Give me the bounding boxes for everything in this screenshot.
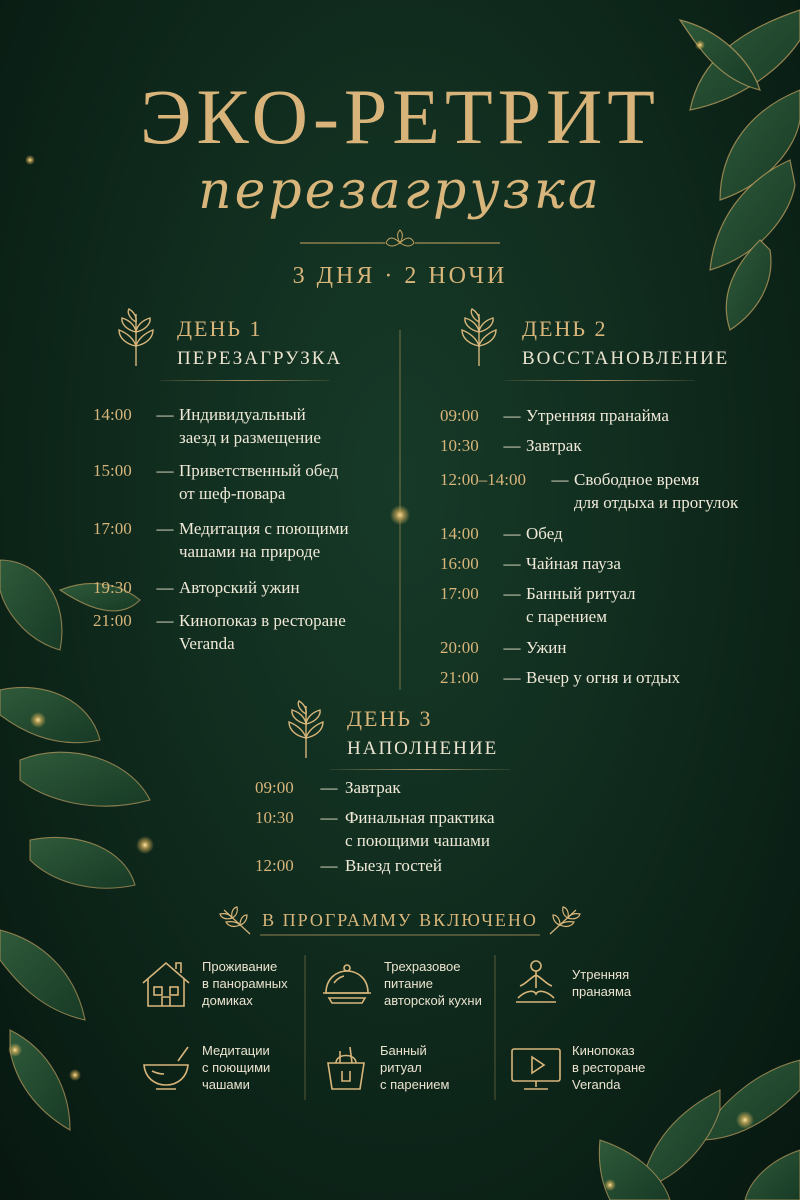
- schedule-time: 14:00: [93, 405, 132, 424]
- day1-header: [177, 316, 342, 370]
- duration-label: 3 ДНЯ · 2 НОЧИ: [292, 263, 508, 289]
- schedule-item: [440, 404, 780, 434]
- day3-schedule: [255, 776, 575, 884]
- schedule-item: [440, 468, 780, 522]
- schedule-dash: —: [156, 578, 174, 597]
- schedule-time: 14:00: [440, 524, 479, 543]
- tv-play-icon: [510, 1043, 562, 1093]
- schedule-activity: Приветственный обед от шеф-повара: [179, 461, 339, 503]
- schedule-item: [93, 609, 393, 659]
- poster-subtitle: перезагрузка: [198, 161, 602, 221]
- day1-rule: [160, 380, 330, 381]
- schedule-activity: Ужин: [526, 638, 567, 657]
- schedule-time: 19:30: [93, 578, 132, 597]
- included-label: Утренняя пранаяма: [572, 967, 632, 999]
- schedule-activity: Авторский ужин: [179, 578, 300, 597]
- schedule-item: [440, 552, 780, 582]
- schedule-time: 09:00: [440, 406, 479, 425]
- day2-title: ДЕНЬ 2: [522, 316, 608, 341]
- day3-rule: [330, 769, 510, 770]
- schedule-time: 09:00: [255, 778, 294, 797]
- schedule-time: 12:00–14:00: [440, 470, 526, 489]
- schedule-item: [93, 517, 393, 576]
- schedule-time: 21:00: [93, 611, 132, 630]
- schedule-activity: Завтрак: [526, 436, 582, 455]
- singing-bowl-icon: [140, 1043, 192, 1093]
- schedule-item: [440, 582, 780, 636]
- schedule-item: [255, 806, 575, 854]
- included-label: Трехразовое питание авторской кухни: [384, 959, 482, 1008]
- schedule-dash: —: [503, 584, 521, 603]
- schedule-dash: —: [156, 611, 174, 630]
- included-label: Банный ритуал с парением: [380, 1043, 450, 1092]
- schedule-activity: Свободное время для отдыха и прогулок: [574, 470, 739, 512]
- schedule-time: 17:00: [440, 584, 479, 603]
- schedule-dash: —: [503, 436, 521, 455]
- schedule-activity: Выезд гостей: [345, 856, 442, 875]
- schedule-time: 12:00: [255, 856, 294, 875]
- schedule-dash: —: [503, 406, 521, 425]
- included-item: [510, 958, 631, 1008]
- included-title: В ПРОГРАММУ ВКЛЮЧЕНО: [262, 910, 538, 930]
- schedule-dash: —: [320, 808, 338, 827]
- schedule-dash: —: [503, 668, 521, 687]
- schedule-activity: Кинопоказ в ресторане Veranda: [179, 611, 346, 653]
- included-label: Кинопоказ в ресторане Veranda: [572, 1043, 646, 1092]
- schedule-dash: —: [551, 470, 569, 489]
- included-item: [322, 1042, 449, 1093]
- day1-schedule: [93, 403, 393, 659]
- schedule-item: [440, 636, 780, 666]
- day1-subtitle: ПЕРЕЗАГРУЗКА: [177, 348, 343, 369]
- schedule-item: [440, 666, 780, 696]
- schedule-time: 10:30: [255, 808, 294, 827]
- schedule-dash: —: [156, 519, 174, 538]
- day2-subtitle: ВОССТАНОВЛЕНИЕ: [522, 348, 730, 369]
- schedule-time: 20:00: [440, 638, 479, 657]
- leaf-sprig-icon: [285, 700, 327, 760]
- schedule-activity: Вечер у огня и отдых: [526, 668, 681, 687]
- schedule-item: [93, 403, 393, 459]
- schedule-dash: —: [503, 554, 521, 573]
- schedule-activity: Завтрак: [345, 778, 401, 797]
- day3-title: ДЕНЬ 3: [347, 706, 433, 731]
- meditation-icon: [510, 958, 562, 1008]
- day3-subtitle: НАПОЛНЕНИЕ: [347, 738, 499, 759]
- schedule-dash: —: [320, 778, 338, 797]
- schedule-item: [255, 854, 575, 884]
- schedule-item: [440, 522, 780, 552]
- schedule-dash: —: [156, 405, 174, 424]
- day3-header: [347, 706, 498, 760]
- poster-title: ЭКО-РЕТРИТ: [140, 73, 660, 160]
- included-item: [140, 958, 288, 1009]
- schedule-activity: Финальная практика с поющими чашами: [345, 808, 495, 850]
- leaf-sprig-icon: [458, 308, 500, 368]
- schedule-activity: Чайная пауза: [526, 554, 621, 573]
- schedule-activity: Индивидуальный заезд и размещение: [179, 405, 321, 447]
- schedule-item: [93, 459, 393, 517]
- included-item: [140, 1042, 270, 1093]
- schedule-dash: —: [503, 638, 521, 657]
- schedule-item: [93, 576, 393, 609]
- included-label: Проживание в панорамных домиках: [202, 959, 288, 1008]
- schedule-item: [440, 434, 780, 468]
- included-item: [510, 1042, 645, 1093]
- bath-bucket-icon: [322, 1043, 370, 1093]
- day2-rule: [505, 380, 695, 381]
- day2-header: [522, 316, 729, 370]
- schedule-activity: Банный ритуал с парением: [526, 584, 636, 626]
- schedule-dash: —: [503, 524, 521, 543]
- schedule-time: 21:00: [440, 668, 479, 687]
- cloche-icon: [320, 959, 374, 1009]
- day1-title: ДЕНЬ 1: [177, 316, 263, 341]
- schedule-activity: Обед: [526, 524, 563, 543]
- schedule-time: 17:00: [93, 519, 132, 538]
- schedule-time: 15:00: [93, 461, 132, 480]
- schedule-time: 10:30: [440, 436, 479, 455]
- schedule-activity: Медитация с поющими чашами на природе: [179, 519, 349, 561]
- schedule-dash: —: [156, 461, 174, 480]
- schedule-time: 16:00: [440, 554, 479, 573]
- leaf-sprig-icon: [115, 308, 157, 368]
- included-label: Медитации с поющими чашами: [202, 1043, 271, 1092]
- schedule-item: [255, 776, 575, 806]
- schedule-dash: —: [320, 856, 338, 875]
- day2-schedule: [440, 404, 780, 696]
- house-icon: [140, 959, 192, 1009]
- schedule-activity: Утренняя пранайма: [526, 406, 669, 425]
- included-item: [320, 958, 482, 1009]
